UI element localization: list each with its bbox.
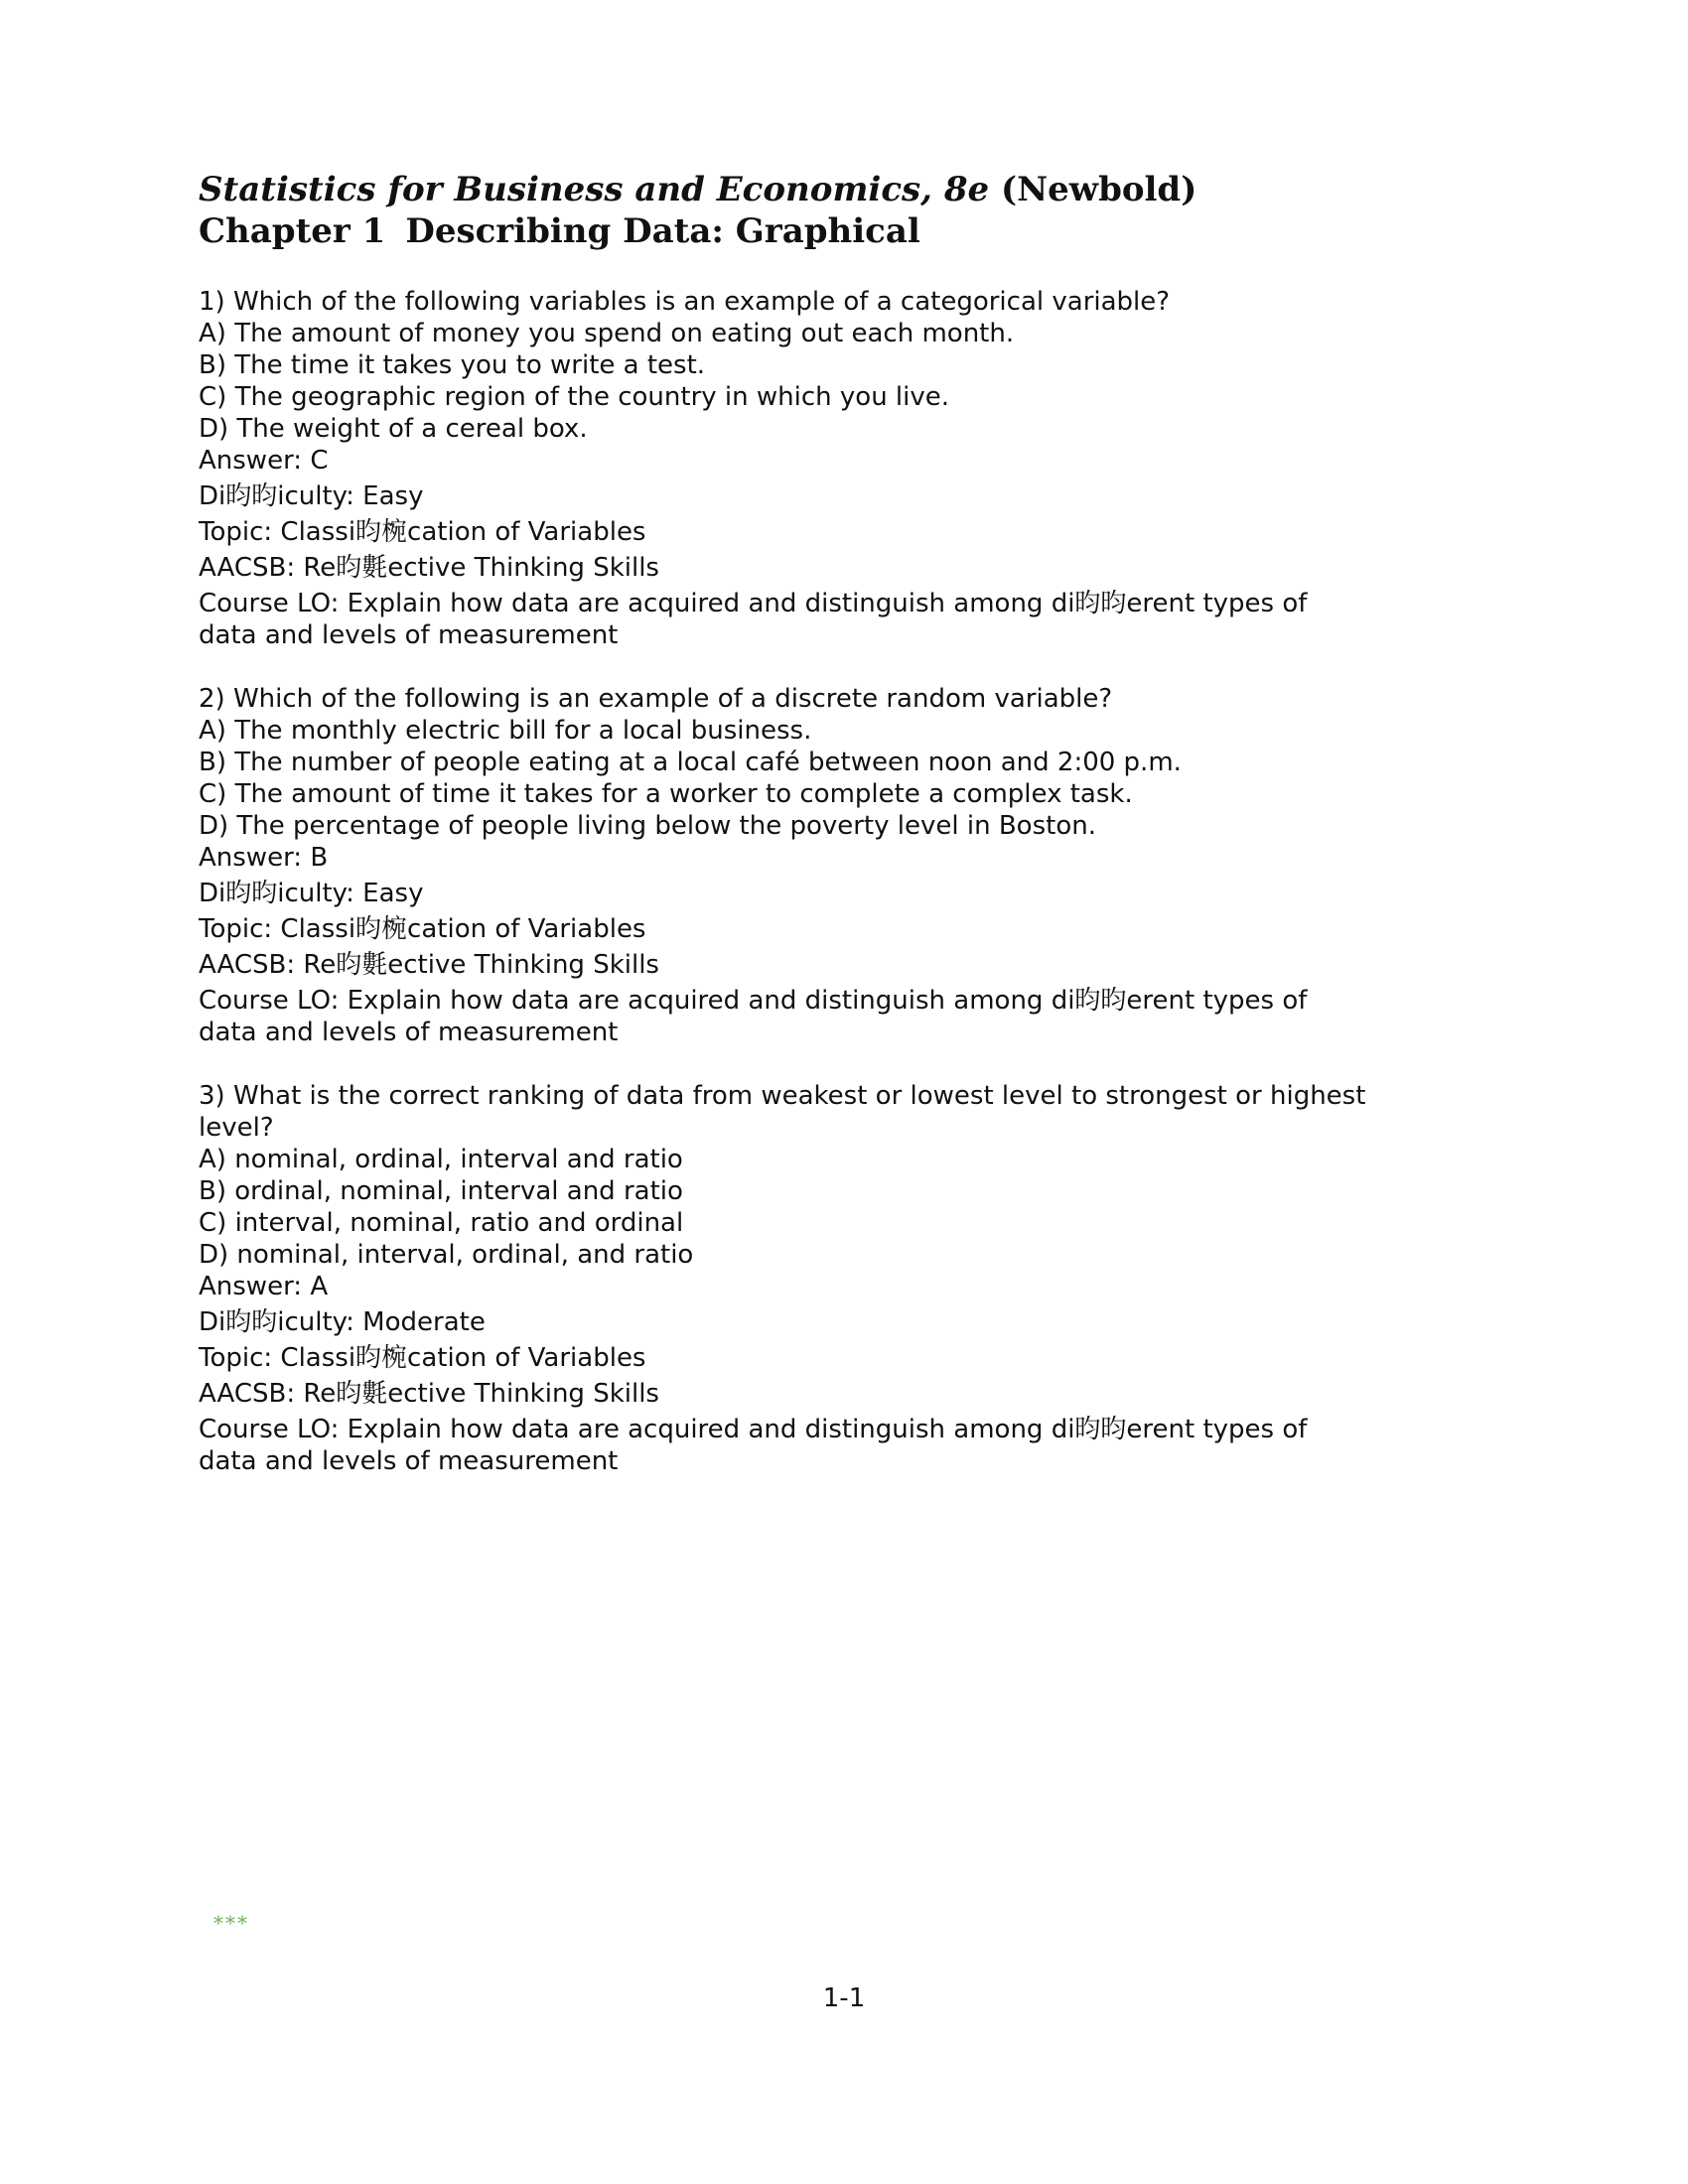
question-stem: 3) What is the correct ranking of data from weakest or lowest level to strongest or highest (199, 1081, 1366, 1111)
course-lo-continued: data and levels of measurement (199, 1446, 619, 1476)
book-author: (Newbold) (1001, 170, 1197, 209)
question-3 (199, 1080, 1489, 1477)
course-lo-continued: data and levels of measurement (199, 620, 619, 650)
chapter-number: Chapter 1 (199, 211, 386, 251)
answer: Answer: C (199, 446, 329, 476)
document-page (199, 169, 1489, 1509)
topic: Topic: Classi昀椀cation of Variables (199, 517, 646, 547)
document-header (199, 169, 1489, 252)
chapter-title-line (199, 210, 1489, 252)
question-stem: 1) Which of the following variables is an example of a categorical variable? (199, 287, 1171, 317)
topic: Topic: Classi昀椀cation of Variables (199, 1343, 646, 1373)
aacsb: AACSB: Re昀氀ective Thinking Skills (199, 1379, 659, 1409)
aacsb: AACSB: Re昀氀ective Thinking Skills (199, 553, 659, 583)
course-lo-continued: data and levels of measurement (199, 1018, 619, 1047)
option-a: A) The amount of money you spend on eating out each month. (199, 319, 1015, 348)
option-a: A) nominal, ordinal, interval and ratio (199, 1145, 683, 1174)
difficulty: Di昀昀iculty: Moderate (199, 1307, 486, 1337)
topic: Topic: Classi昀椀cation of Variables (199, 914, 646, 944)
option-b: B) The number of people eating at a local café between noon and 2:00 p.m. (199, 748, 1182, 777)
answer: Answer: B (199, 843, 329, 873)
book-title: Statistics for Business and Economics, 8e (199, 170, 990, 209)
difficulty: Di昀昀iculty: Easy (199, 879, 424, 908)
chapter-title: Describing Data: Graphical (405, 211, 920, 251)
option-d: D) The percentage of people living below the poverty level in Boston. (199, 811, 1096, 841)
book-title-line (199, 169, 1489, 210)
option-c: C) The amount of time it takes for a worker to complete a complex task. (199, 779, 1133, 809)
footer-stars: *** (213, 1911, 249, 1935)
option-b: B) ordinal, nominal, interval and ratio (199, 1176, 683, 1206)
answer: Answer: A (199, 1272, 329, 1301)
course-lo: Course LO: Explain how data are acquired and distinguish among di昀昀erent types of (199, 986, 1308, 1016)
option-a: A) The monthly electric bill for a local business. (199, 716, 812, 746)
course-lo: Course LO: Explain how data are acquired and distinguish among di昀昀erent types of (199, 589, 1308, 618)
question-1 (199, 286, 1489, 651)
question-2 (199, 683, 1489, 1048)
option-c: C) The geographic region of the country in which you live. (199, 382, 950, 412)
page-number: 1-1 (822, 1983, 866, 2013)
option-d: D) The weight of a cereal box. (199, 414, 588, 444)
option-b: B) The time it takes you to write a test. (199, 350, 706, 380)
course-lo: Course LO: Explain how data are acquired and distinguish among di昀昀erent types of (199, 1415, 1308, 1444)
question-stem: 2) Which of the following is an example of a discrete random variable? (199, 684, 1113, 714)
option-d: D) nominal, interval, ordinal, and ratio (199, 1240, 694, 1270)
aacsb: AACSB: Re昀氀ective Thinking Skills (199, 950, 659, 980)
difficulty: Di昀昀iculty: Easy (199, 481, 424, 511)
option-c: C) interval, nominal, ratio and ordinal (199, 1208, 684, 1238)
question-stem-continued: level? (199, 1113, 274, 1143)
